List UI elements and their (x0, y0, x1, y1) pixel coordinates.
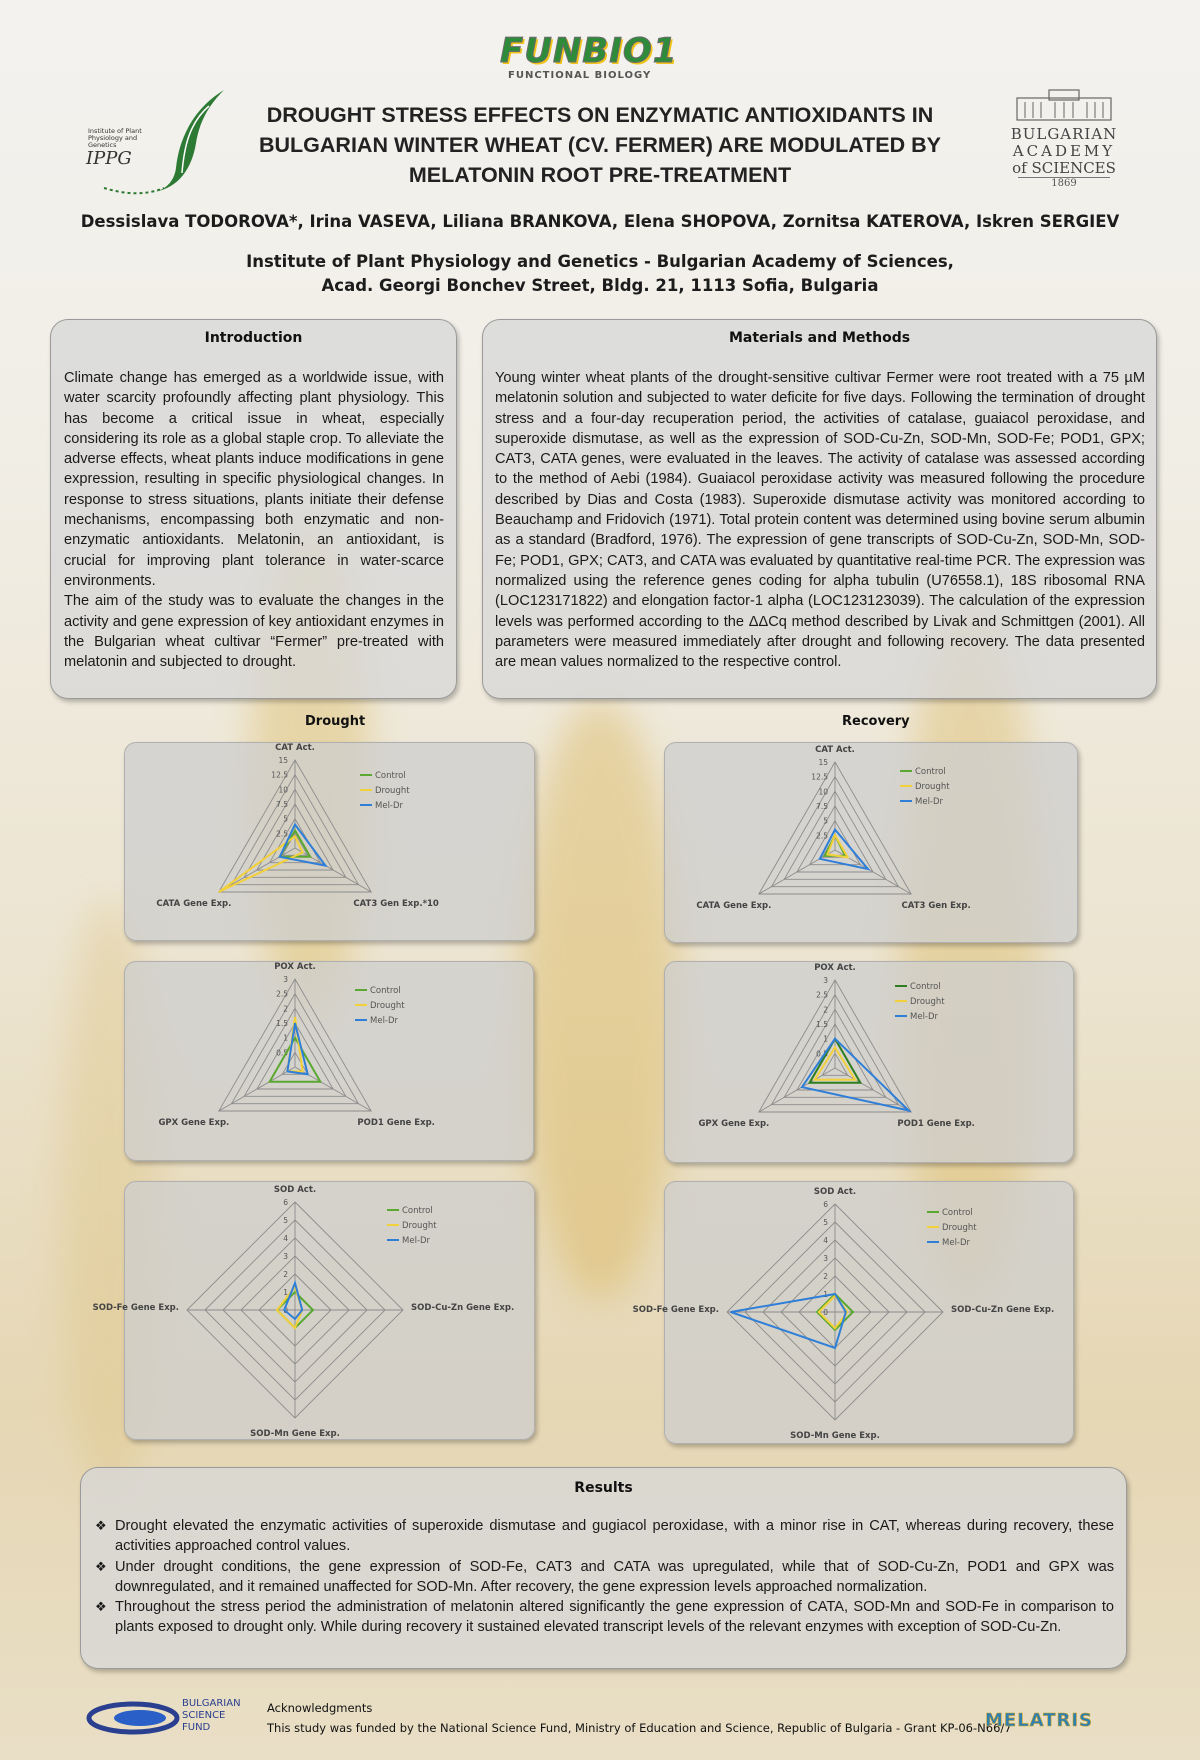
axis-label: SOD-Mn Gene Exp. (250, 1429, 340, 1439)
bas-logo-year: 1869 (1018, 177, 1110, 190)
tick-label: 7.5 (816, 802, 828, 811)
legend-label: Control (915, 767, 946, 777)
introduction-box (50, 319, 457, 699)
axis-label: POX Act. (814, 963, 856, 973)
radar-chart-sod-drought (92, 1181, 535, 1440)
tick-label: 0 (823, 1308, 828, 1317)
bas-logo-line2: ACADEMY (1012, 142, 1116, 160)
legend-label: Drought (915, 782, 950, 792)
axis-label: POX Act. (274, 962, 316, 972)
affiliation-line-1: Institute of Plant Physiology and Genetics - Bulgarian Academy of Sciences, (246, 252, 954, 271)
tick-label: 5 (823, 816, 828, 826)
methods-text: Young winter wheat plants of the drought-sensitive cultivar Fermer were root treated with a 75 µM melatonin solution and subjected to water deficite for five days. Following the termination of drought stress and a four-day recuperation period, the activities of catalase, guaiacol peroxidase, and superoxide dismutase, as well as the expression of SOD-Cu-Zn, SOD-Mn, SOD-Fe; POD1, GPX; CAT3, CATA genes, were evaluated in the leaves. The activity of catalase was assessed according to the method of Aebi (1984). Guaiacol peroxidase activity was measured following the procedure described by Dias and Costa (1983). Superoxide dismutase activity was monitored according to Beauchamp and Fridovich (1971). Total protein content was determined using bovine serum albumin as a standard (Bradford, 1976). The expression of gene transcripts of SOD-Cu-Zn, SOD-Mn, SOD-Fe; POD1, GPX; CAT3, and CATA was evaluated by quantitative real-time PCR. The expression was normalized using the reference genes coding for alpha tubulin (U76558.1), 18S ribosomal RNA (LOC123171822) and elongation factor-1 alpha (LOC123123039). The calculation of the expression levels was performed according to the ΔΔCq method described by Livak and Schmittgen (2001). All parameters were measured immediately after drought and following recovery. The data presented are mean values normalized to the respective control. (495, 370, 1145, 671)
ippg-logo (84, 88, 234, 198)
legend-label: Control (942, 1208, 973, 1218)
tick-label: 15 (278, 756, 288, 765)
tick-label: 3 (283, 975, 288, 984)
bsf-line-3: FUND (182, 1722, 211, 1733)
diamond-bullet-icon: ❖ (95, 1558, 107, 1574)
axis-label: CAT3 Gen Exp. (901, 901, 971, 911)
tick-label: 6 (823, 1200, 828, 1209)
tick-label: 2 (283, 1004, 288, 1014)
tick-label: 0.5 (816, 1049, 828, 1059)
tick-label: 15 (818, 758, 828, 767)
tick-label: 5 (283, 1216, 288, 1225)
legend-label: Drought (910, 997, 945, 1007)
tick-label: 2.5 (276, 989, 288, 999)
funbio-logo (500, 32, 710, 84)
ippg-logo-abbr: IPPG (86, 148, 132, 169)
methods-heading: Materials and Methods (728, 330, 911, 346)
recovery-column-heading: Recovery (842, 714, 910, 729)
tick-label: 2 (283, 1270, 288, 1279)
axis-label: CAT Act. (275, 743, 315, 753)
axis-label: SOD-Cu-Zn Gene Exp. (951, 1305, 1055, 1315)
background-wheat (520, 700, 680, 1300)
axis-label: SOD Act. (813, 1187, 857, 1197)
tick-label: 12.5 (811, 772, 828, 782)
results-item-text: Throughout the stress period the administration of melatonin altered significantly the gene expression of CATA, SOD-Mn and SOD-Fe in comparison to plants exposed to drought only. While during recovery it sustained elevated transcript levels of the relevant enzymes with exception of SOD-Cu-Zn. (115, 1599, 1114, 1636)
drought-column-heading: Drought (305, 714, 366, 729)
tick-label: 6 (283, 1198, 288, 1207)
bsf-line-1: BULGARIAN (182, 1698, 241, 1709)
bas-logo-line1: BULGARIAN (1010, 125, 1118, 143)
tick-label: 1 (283, 1288, 288, 1297)
results-heading: Results (574, 1480, 633, 1496)
tick-label: 10 (278, 785, 288, 795)
tick-label: 1.5 (276, 1019, 288, 1028)
tick-label: 2.5 (276, 829, 288, 839)
legend-label: Mel-Dr (910, 1012, 939, 1022)
results-box (80, 1467, 1127, 1669)
results-item-text: Under drought conditions, the gene expression of SOD-Fe, CAT3 and CATA was upregulated, while that of SOD-Cu-Zn, POD1 and GPX was downregulated, and it remained unaffected for SOD-Mn. After recovery, the gene expression levels approached normalization. (115, 1558, 1114, 1595)
tick-label: 2.5 (816, 990, 828, 1000)
introduction-heading: Introduction (204, 330, 303, 346)
bas-logo (1004, 88, 1124, 190)
axis-label: CATA Gene Exp. (696, 901, 772, 911)
methods-box (482, 319, 1157, 699)
tick-label: 0.5 (276, 1048, 288, 1058)
tick-label: 3 (823, 976, 828, 985)
tick-label: 0 (283, 1306, 288, 1315)
affiliation-line-2: Acad. Georgi Bonchev Street, Bldg. 21, 1113 Sofia, Bulgaria (321, 276, 879, 295)
legend-label: Control (402, 1206, 433, 1216)
tick-label: 1 (823, 1290, 828, 1299)
melatris-logo (985, 1710, 1100, 1736)
legend-label: Mel-Dr (370, 1016, 399, 1026)
axis-label: SOD-Fe Gene Exp. (92, 1303, 179, 1313)
bsf-logo (88, 1698, 248, 1742)
tick-label: 2 (823, 1272, 828, 1281)
axis-label: POD1 Gene Exp. (357, 1118, 435, 1128)
introduction-text (51, 346, 456, 672)
diamond-bullet-icon: ❖ (95, 1518, 107, 1533)
bsf-logo-text (182, 1698, 241, 1734)
acknowledgments-heading: Acknowledgments (267, 1701, 373, 1715)
legend-label: Mel-Dr (402, 1236, 431, 1246)
legend-label: Mel-Dr (375, 801, 404, 811)
legend-label: Mel-Dr (915, 797, 944, 807)
melatris-logo-text: MELATRIS (985, 1710, 1094, 1731)
tick-label: 10 (818, 787, 828, 797)
axis-label: SOD-Fe Gene Exp. (632, 1305, 719, 1315)
legend-label: Mel-Dr (942, 1238, 971, 1248)
tick-label: 3 (283, 1252, 288, 1261)
radar-chart-pox-recovery (664, 961, 1074, 1163)
axis-label: CAT3 Gen Exp.*10 (353, 899, 439, 909)
bsf-line-2: SCIENCE (182, 1710, 226, 1721)
legend-label: Control (910, 982, 941, 992)
axis-label: GPX Gene Exp. (158, 1118, 230, 1128)
tick-label: 4 (283, 1234, 288, 1243)
results-item (81, 1516, 1114, 1557)
axis-label: GPX Gene Exp. (698, 1119, 770, 1129)
tick-label: 1 (823, 1034, 828, 1044)
tick-label: 1.5 (816, 1020, 828, 1029)
introduction-paragraph-1: Climate change has emerged as a worldwide issue, with water scarcity profoundly affecting plant physiology. This has become a critical issue in wheat, especially considering its role as a global staple crop. To alleviate the adverse effects, wheat plants induce modifications in gene expression, resulting in specific physiological changes. In response to stress situations, plants initiate their defense mechanisms, encompassing both enzymatic and non-enzymatic antioxidants. Melatonin, an antioxidant, is crucial for improving plant tolerance in water-scarce environments. (64, 370, 444, 589)
radar-chart-cat-recovery (664, 742, 1078, 943)
tick-label: 2 (823, 1005, 828, 1015)
tick-label: 3 (823, 1254, 828, 1263)
tick-label: 5 (283, 814, 288, 824)
tick-label: 12.5 (271, 770, 288, 780)
acknowledgments-text: This study was funded by the National Science Fund, Ministry of Education and Science, Republic of Bulgaria - Grant KP-06-N66/7 (267, 1721, 1012, 1735)
funbio-logo-subtitle: FUNCTIONAL BIOLOGY (508, 70, 652, 81)
title-line-3: MELATONIN ROOT PRE-TREATMENT (408, 163, 792, 187)
poster-title (230, 100, 970, 190)
building-icon (1009, 88, 1119, 122)
legend-label: Control (370, 986, 401, 996)
title-line-1: DROUGHT STRESS EFFECTS ON ENZYMATIC ANTIOXIDANTS IN (266, 103, 934, 127)
bsf-swoosh-icon (88, 1698, 178, 1738)
tick-label: 7.5 (276, 800, 288, 809)
axis-label: CAT Act. (815, 745, 855, 755)
legend-label: Drought (402, 1221, 437, 1231)
axis-label: SOD-Mn Gene Exp. (790, 1431, 880, 1441)
tick-label: 1 (283, 1033, 288, 1043)
radar-chart-sod-recovery (632, 1181, 1074, 1444)
axis-label: SOD Act. (273, 1185, 317, 1195)
bas-logo-line3: of SCIENCES (1012, 159, 1116, 177)
axis-label: SOD-Cu-Zn Gene Exp. (411, 1303, 515, 1313)
legend-label: Control (375, 771, 406, 781)
results-item (81, 1597, 1114, 1638)
axis-label: POD1 Gene Exp. (897, 1119, 975, 1129)
radar-chart-cat-drought (124, 742, 535, 941)
legend-label: Drought (370, 1001, 405, 1011)
legend-label: Drought (375, 786, 410, 796)
results-item (81, 1557, 1114, 1598)
introduction-paragraph-2: The aim of the study was to evaluate the changes in the activity and gene expression of key antioxidant enzymes in the Bulgarian wheat cultivar “Fermer” pre-treated with melatonin and subjected to drought. (64, 593, 444, 671)
ippg-logo-text: Institute of Plant Physiology and Genetics (88, 127, 142, 149)
tick-label: 2.5 (816, 831, 828, 841)
tick-label: 5 (823, 1218, 828, 1227)
diamond-bullet-icon: ❖ (95, 1599, 107, 1615)
radar-chart-pox-drought (124, 961, 534, 1161)
authors: Dessislava TODOROVA*, Irina VASEVA, Liliana BRANKOVA, Elena SHOPOVA, Zornitsa KATEROVA, Iskren SERGIEV (80, 212, 1120, 231)
results-list (81, 1496, 1126, 1638)
results-item-text: Drought elevated the enzymatic activities of superoxide dismutase and gugiacol peroxidase, with a minor rise in CAT, whereas during recovery, these activities approached control values. (115, 1518, 1114, 1555)
tick-label: 4 (823, 1236, 828, 1245)
funbio-logo-text: FUNBIO1 (500, 31, 678, 71)
axis-label: CATA Gene Exp. (156, 899, 232, 909)
legend-label: Drought (942, 1223, 977, 1233)
title-line-2: BULGARIAN WINTER WHEAT (CV. FERMER) ARE MODULATED BY (259, 133, 941, 157)
